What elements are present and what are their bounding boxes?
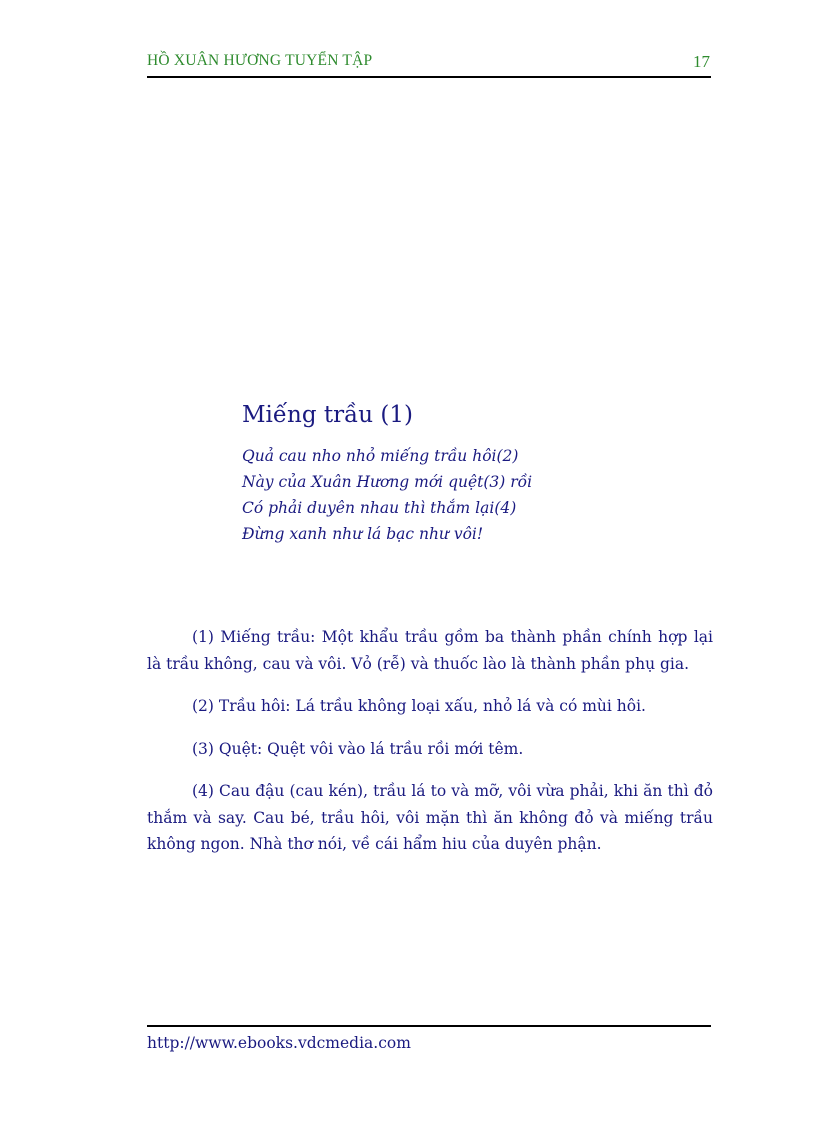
header-divider — [147, 76, 711, 78]
footnote-2: (2) Trầu hôi: Lá trầu không loại xấu, nhỏ lá và có mùi hôi. — [192, 697, 646, 715]
poem-line: Này của Xuân Hương mới quệt(3) rồi — [242, 473, 533, 491]
footnote-1: (1) Miếng trầu: Một khẩu trầu gồm ba thành phần chính hợp lại là trầu không, cau và vôi. Vỏ (rễ) và thuốc lào là thành phần phụ gia. — [147, 628, 713, 673]
poem-title: Miếng trầu (1) — [242, 402, 413, 428]
poem-line: Quả cau nho nhỏ miếng trầu hôi(2) — [242, 447, 519, 465]
footnote-4: (4) Cau đậu (cau kén), trầu lá to và mỡ, vôi vừa phải, khi ăn thì đỏ thắm và say. Cau bé, trầu hôi, vôi mặn thì ăn không đỏ và miếng trầu không ngon. Nhà thơ nói, về cái hẩm hiu của duyên phận. — [147, 782, 713, 853]
footnote-3: (3) Quệt: Quệt vôi vào lá trầu rồi mới têm. — [192, 739, 524, 758]
poem — [242, 402, 702, 547]
footer-url-link[interactable]: http://www.ebooks.vdcmedia.com — [147, 1034, 411, 1052]
page-number: 17 — [693, 52, 710, 71]
book-title: HỒ XUÂN HƯƠNG TUYỂN TẬP — [147, 52, 373, 69]
poem-line: Đừng xanh như lá bạc như vôi! — [242, 525, 484, 543]
poem-line: Có phải duyên nhau thì thắm lại(4) — [242, 499, 517, 517]
page-header — [147, 52, 710, 76]
footnotes — [147, 624, 713, 874]
footer-divider — [147, 1025, 711, 1027]
